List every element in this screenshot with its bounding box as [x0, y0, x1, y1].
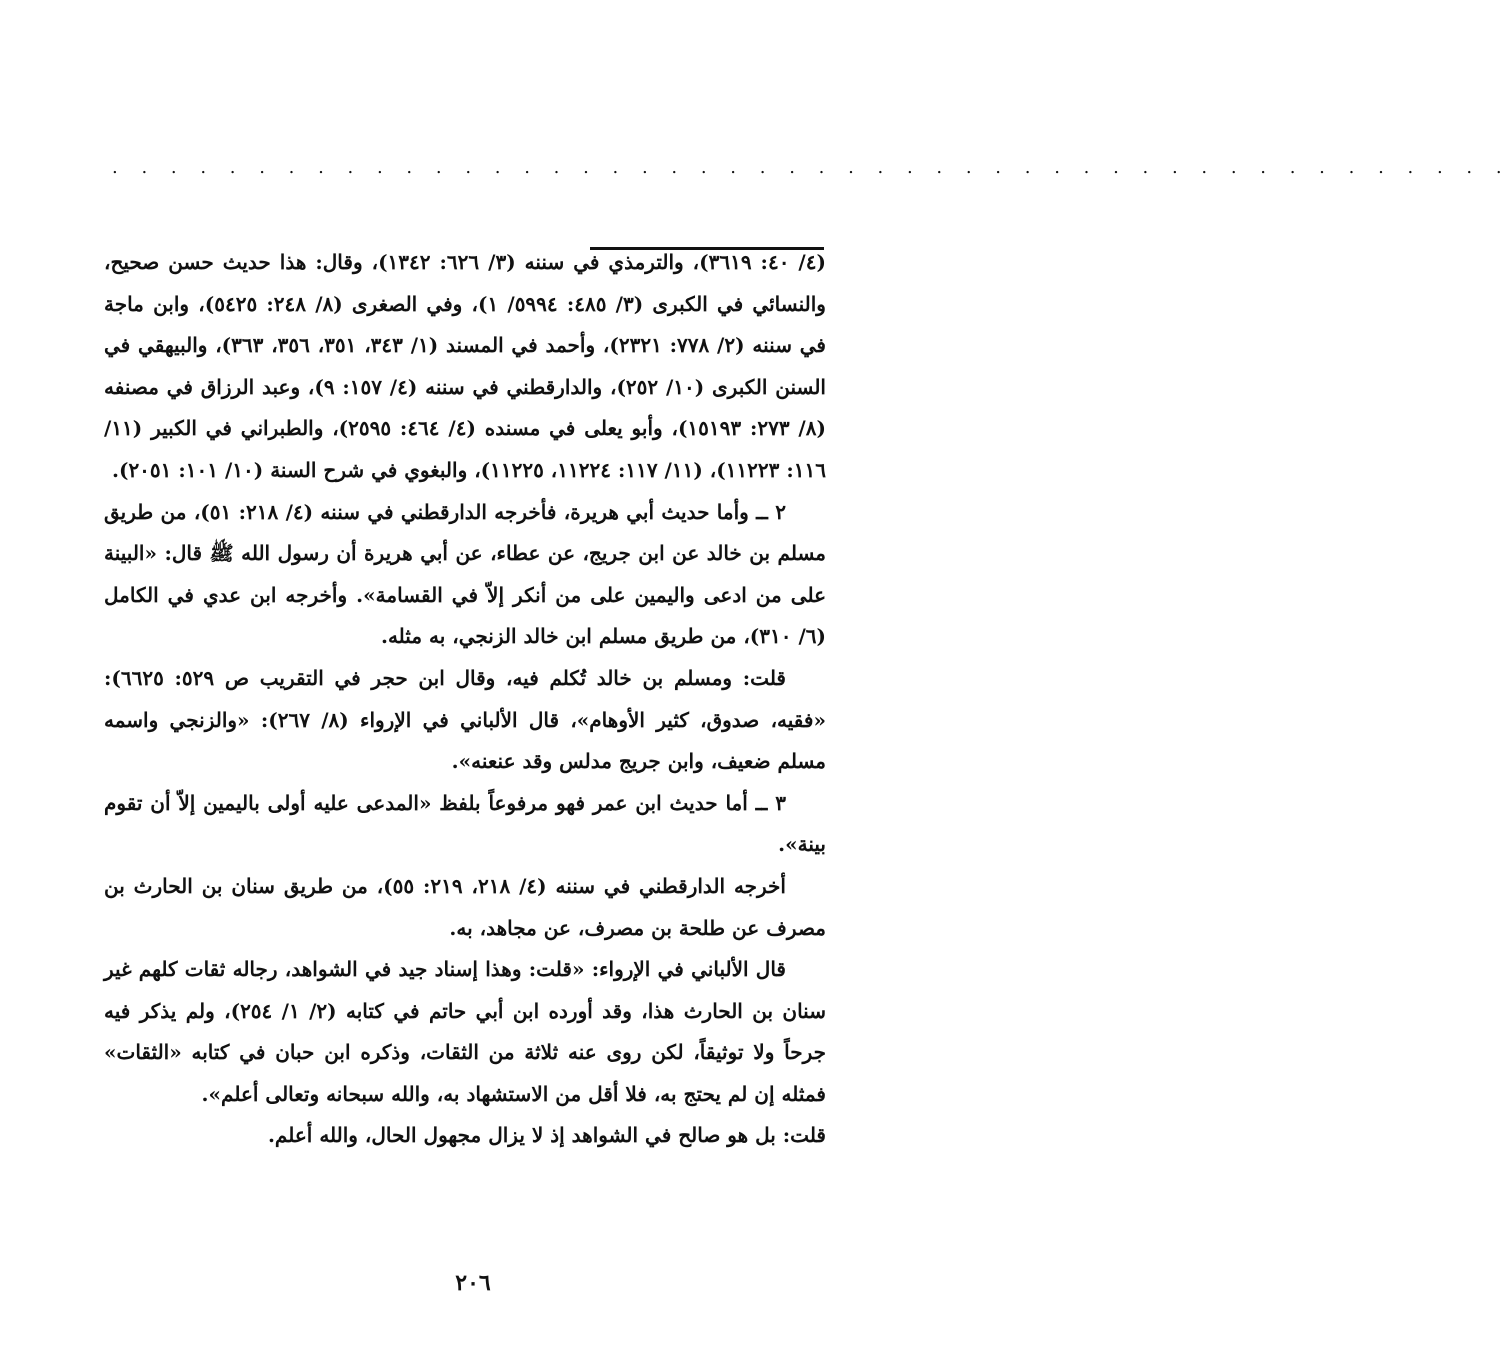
paragraph-6: قال الألباني في الإرواء: «قلت: وهذا إسناد جيد في الشواهد، رجاله ثقات كلهم غير سنان بن الحارث هذا، وقد أورده ابن أبي حاتم في كتابه (٢/ ١/ ٢٥٤)، ولم يذكر فيه جرحاً ولا توثيقاً، لكن روى عنه ثلاثة من الثقات، وذكره ابن حبان في كتابه «الثقات» فمثله إن لم يحتج به، فلا أقل من الاستشهاد به، والله سبحانه وتعالى أعلم».: [104, 957, 826, 1106]
paragraph-7: قلت: بل هو صالح في الشواهد إذ لا يزال مجهول الحال، والله أعلم.: [267, 1123, 826, 1148]
paragraph-5: أخرجه الدارقطني في سننه (٤/ ٢١٨، ٢١٩: ٥٥)، من طريق سنان بن الحارث بن مصرف عن طلحة بن مصرف، عن مجاهد، به.: [104, 873, 826, 940]
page-number: ٢٠٦: [455, 1270, 491, 1296]
footnote-text-block: [104, 242, 826, 1157]
dotted-separator: . . . . . . . . . . . . . . . . . . . . . . . . . . . . . . . . . . . . . . . . . . . . . . . .: [112, 157, 1511, 178]
paragraph-1: (٤/ ٤٠: ٣٦١٩)، والترمذي في سننه (٣/ ٦٢٦: ١٣٤٢)، وقال: هذا حديث حسن صحيح، والنسائي في الكبرى (٣/ ٤٨٥: ٥٩٩٤/ ١)، وفي الصغرى (٨/ ٢٤٨: ٥٤٢٥)، وابن ماجة في سننه (٢/ ٧٧٨: ٢٣٢١)، وأحمد في المسند (١/ ٣٤٣، ٣٥١، ٣٥٦، ٣٦٣)، والبيهقي في السنن الكبرى (١٠/ ٢٥٢)، والدارقطني في سننه (٤/ ١٥٧: ٩)، وعبد الرزاق في مصنفه (٨/ ٢٧٣: ١٥١٩٣)، وأبو يعلى في مسنده (٤/ ٤٦٤: ٢٥٩٥)، والطبراني في الكبير (١١/ ١١٦: ١١٢٢٣)، (١١/ ١١٧: ١١٢٢٤، ١١٢٢٥)، والبغوي في شرح السنة (١٠/ ١٠١: ٢٠٥١).: [104, 250, 826, 482]
paragraph-2: ٢ ــ وأما حديث أبي هريرة، فأخرجه الدارقطني في سننه (٤/ ٢١٨: ٥١)، من طريق مسلم بن خالد عن ابن جريج، عن عطاء، عن أبي هريرة أن رسول الله ﷺ قال: «البينة على من ادعى واليمين على من أنكر إلاّ في القسامة». وأخرجه ابن عدي في الكامل (٦/ ٣١٠)، من طريق مسلم ابن خالد الزنجي، به مثله.: [104, 499, 826, 649]
paragraph-4: ٣ ــ أما حديث ابن عمر فهو مرفوعاً بلفظ «المدعى عليه أولى باليمين إلاّ أن تقوم بينة».: [104, 790, 826, 857]
paragraph-3: قلت: ومسلم بن خالد تُكلم فيه، وقال ابن حجر في التقريب ص ٥٢٩: ٦٦٢٥): «فقيه، صدوق، كثير الأوهام»، قال الألباني في الإرواء (٨/ ٢٦٧): «والزنجي واسمه مسلم ضعيف، وابن جريج مدلس وقد عنعنه».: [104, 665, 826, 774]
